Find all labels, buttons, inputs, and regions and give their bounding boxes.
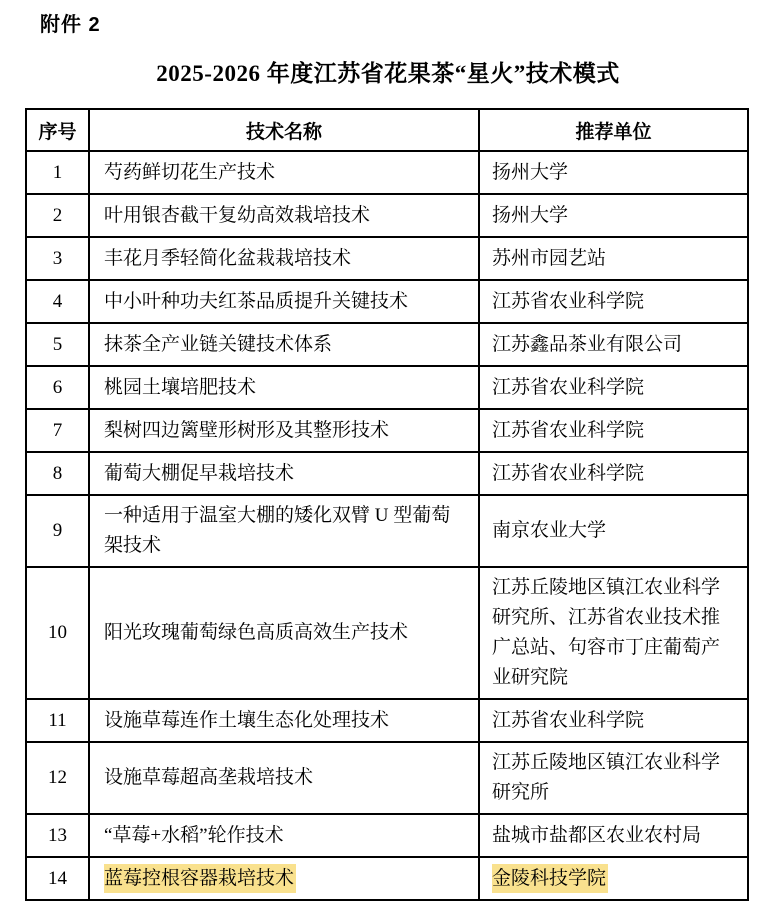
row-number-cell — [26, 194, 89, 237]
recommending-unit-text: 金陵科技学院 — [492, 864, 608, 893]
row-number-text: 8 — [52, 462, 63, 484]
table-row-12 — [26, 742, 748, 814]
attachment-label: 附件 2 — [40, 14, 101, 36]
technology-name-cell — [89, 495, 479, 567]
row-number-text: 10 — [48, 622, 67, 643]
row-number-text: 6 — [52, 376, 63, 398]
table-row-8 — [26, 452, 748, 495]
recommending-unit-cell — [479, 151, 748, 194]
recommending-unit-text: 扬州大学 — [492, 204, 569, 226]
table-row-6 — [26, 366, 748, 409]
row-number-cell — [26, 814, 89, 857]
row-number-text: 12 — [48, 767, 67, 788]
technology-name-text: 芍药鲜切花生产技术 — [104, 161, 276, 183]
recommending-unit-text: 江苏省农业科学院 — [492, 419, 645, 441]
technology-name-cell — [89, 814, 479, 857]
column-header-technology-name: 技术名称 — [89, 109, 479, 151]
table-row-7 — [26, 409, 748, 452]
row-number-cell — [26, 452, 89, 495]
recommending-unit-cell — [479, 237, 748, 280]
technology-name-cell — [89, 323, 479, 366]
table-header-row — [26, 109, 748, 151]
technology-name-cell — [89, 194, 479, 237]
technology-name-cell — [89, 742, 479, 814]
row-number-text: 3 — [52, 247, 63, 269]
recommending-unit-text: 江苏省农业科学院 — [492, 290, 645, 312]
table-row-1 — [26, 151, 748, 194]
recommending-unit-cell — [479, 452, 748, 495]
technology-name-cell — [89, 280, 479, 323]
row-number-text: 7 — [52, 419, 63, 441]
recommending-unit-text: 江苏省农业科学院 — [492, 709, 645, 731]
technology-name-text: 设施草莓超高垄栽培技术 — [104, 767, 314, 788]
technology-name-text: 一种适用于温室大棚的矮化双臂 U 型葡萄架技术 — [104, 505, 451, 556]
table-row-10 — [26, 567, 748, 699]
recommending-unit-text: 江苏丘陵地区镇江农业科学研究所、江苏省农业技术推广总站、句容市丁庄葡萄产业研究院 — [492, 577, 721, 688]
recommending-unit-text: 江苏鑫品茶业有限公司 — [492, 333, 683, 355]
technology-name-text: 抹茶全产业链关键技术体系 — [104, 333, 333, 355]
table-row-13 — [26, 814, 748, 857]
row-number-cell — [26, 237, 89, 280]
recommending-unit-text: 江苏省农业科学院 — [492, 376, 645, 398]
recommending-unit-cell — [479, 567, 748, 699]
column-header-serial-number: 序号 — [26, 109, 89, 151]
recommending-unit-cell — [479, 366, 748, 409]
row-number-cell — [26, 567, 89, 699]
recommending-unit-text: 扬州大学 — [492, 161, 569, 183]
technology-name-cell — [89, 857, 479, 900]
technology-name-cell — [89, 567, 479, 699]
technology-name-cell — [89, 151, 479, 194]
row-number-cell — [26, 857, 89, 900]
technology-name-text: 中小叶种功夫红茶品质提升关键技术 — [104, 290, 409, 312]
recommending-unit-cell — [479, 280, 748, 323]
technology-name-text: 阳光玫瑰葡萄绿色高质高效生产技术 — [104, 622, 409, 643]
row-number-text: 14 — [48, 867, 67, 889]
technology-name-text: 葡萄大棚促早栽培技术 — [104, 462, 295, 484]
technology-name-cell — [89, 237, 479, 280]
recommending-unit-text: 南京农业大学 — [492, 520, 607, 541]
recommending-unit-text: 江苏省农业科学院 — [492, 462, 645, 484]
technology-name-cell — [89, 452, 479, 495]
recommending-unit-cell — [479, 742, 748, 814]
technology-name-text: “草莓+水稻”轮作技术 — [104, 824, 284, 846]
technology-name-text: 丰花月季轻简化盆栽栽培技术 — [104, 247, 352, 269]
table-row-9 — [26, 495, 748, 567]
document-title: 2025-2026 年度江苏省花果茶“星火”技术模式 — [156, 61, 620, 86]
row-number-text: 9 — [52, 520, 63, 541]
recommending-unit-cell — [479, 495, 748, 567]
row-number-cell — [26, 409, 89, 452]
technology-name-cell — [89, 409, 479, 452]
column-header-recommending-unit: 推荐单位 — [479, 109, 748, 151]
table-row-2 — [26, 194, 748, 237]
recommending-unit-cell — [479, 857, 748, 900]
row-number-text: 2 — [52, 204, 63, 226]
row-number-cell — [26, 151, 89, 194]
row-number-text: 11 — [48, 709, 67, 731]
recommending-unit-text: 盐城市盐都区农业农村局 — [492, 824, 702, 846]
recommending-unit-cell — [479, 409, 748, 452]
technology-name-text: 蓝莓控根容器栽培技术 — [104, 864, 296, 893]
technology-name-text: 叶用银杏截干复幼高效栽培技术 — [104, 204, 371, 226]
technology-name-text: 设施草莓连作土壤生态化处理技术 — [104, 709, 390, 731]
recommending-unit-cell — [479, 194, 748, 237]
recommending-unit-cell — [479, 814, 748, 857]
row-number-text: 1 — [52, 161, 63, 183]
row-number-text: 5 — [52, 333, 63, 355]
table-row-3 — [26, 237, 748, 280]
table-row-14 — [26, 857, 748, 900]
recommending-unit-cell — [479, 323, 748, 366]
technology-table — [25, 108, 749, 901]
recommending-unit-cell — [479, 699, 748, 742]
row-number-cell — [26, 699, 89, 742]
recommending-unit-text: 苏州市园艺站 — [492, 247, 607, 269]
row-number-cell — [26, 742, 89, 814]
row-number-cell — [26, 495, 89, 567]
row-number-cell — [26, 280, 89, 323]
table-row-4 — [26, 280, 748, 323]
recommending-unit-text: 江苏丘陵地区镇江农业科学研究所 — [492, 752, 721, 803]
table-row-5 — [26, 323, 748, 366]
technology-name-cell — [89, 366, 479, 409]
technology-name-text: 桃园土壤培肥技术 — [104, 376, 257, 398]
row-number-text: 4 — [52, 290, 63, 312]
row-number-text: 13 — [48, 824, 67, 846]
row-number-cell — [26, 323, 89, 366]
technology-name-text: 梨树四边篱壁形树形及其整形技术 — [104, 419, 390, 441]
table-row-11 — [26, 699, 748, 742]
table-body — [26, 151, 748, 900]
row-number-cell — [26, 366, 89, 409]
technology-name-cell — [89, 699, 479, 742]
